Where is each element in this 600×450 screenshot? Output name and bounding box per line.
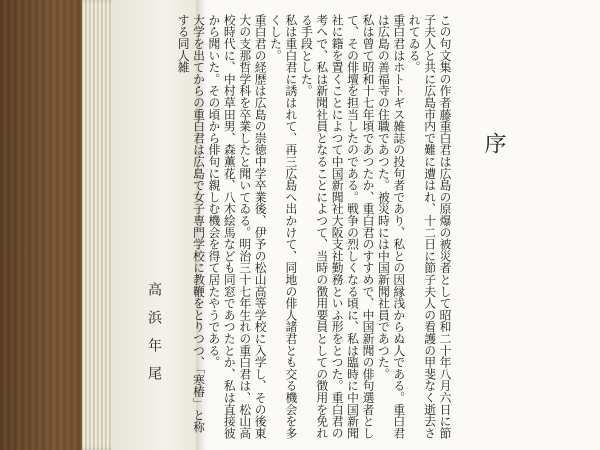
author-name: 高浜年尾 — [146, 282, 162, 394]
preface-heading: 序 — [481, 132, 506, 154]
paragraph-4: 私は重白君に誘はれて、再三広島へ出かけて、同地の俳人諸君とも交る機会を多くした。 — [268, 14, 298, 439]
book-page-edges — [82, 0, 116, 450]
paragraph-3: 私は曾て昭和十七年頃であつたか、重白君のすすめで、中国新聞の俳句選者として、その俳壇を担当したのである。戦争の烈しくなる頃に、私は臨時に中国新聞社に籍を置くことによつて中国新聞社大阪支社勤務といふ形をとつた。重白君の考へで、私は新聞社員となることによつて、当時の徴用要員としての徴用を免れる手段とした。 — [299, 14, 375, 439]
preface-body — [176, 14, 452, 440]
paragraph-2: 重白君はホトトギス雑誌の投句者であり、私との因縁浅からぬ人である。重白君は広島の善福寺の住職であつた。被災時には中国新聞社員であつた。 — [376, 14, 406, 439]
paragraph-5: 重白君の経歴は広島の崇徳中学卒業後、伊予の松山高等学校に入学し、その後東大の支那哲学科を卒業したと聞いてゐる。明治三十七年生れの重白君は、松山高校時代に、中村草田男、森薫花、八木絵馬なども同窓であつたとか、私は直接彼から聞いた。その頃から俳句に親しむ機会を得て居たやうである。 — [206, 14, 268, 439]
paragraph-1: この句文集の作者藤重白君は広島の原爆の被災者として昭和二十年八月六日に節子夫人と共に広島市内で難に遭はれ、十二日に節子夫人の看護の甲斐なく逝去されてゐる。 — [407, 14, 452, 439]
paragraph-6: 大学を出てからの重白君は広島で女子専門学校に教鞭をとりつつ、「寒椿」と称する同人雑 — [176, 14, 206, 433]
